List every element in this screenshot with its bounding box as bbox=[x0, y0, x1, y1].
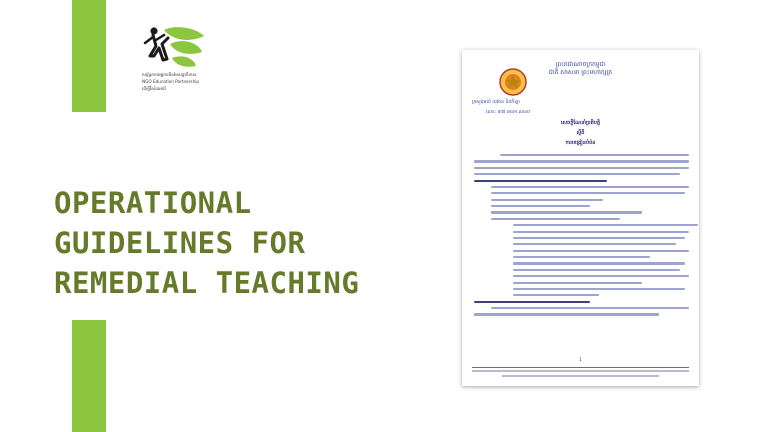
logo-text-khmer: សម្ព័ន្ធភាពអង្គការមិនមែនរដ្ឋាភិបាល bbox=[142, 72, 197, 77]
logo-text-english: NGO Education Partnership bbox=[142, 79, 200, 84]
doc-footer-address bbox=[472, 370, 689, 372]
doc-heading-1: សេចក្តីណែនាំប្រតិបត្តិ bbox=[560, 120, 601, 126]
running-figure-leaf-icon bbox=[142, 26, 204, 70]
doc-motto: ជាតិ សាសនា ព្រះមហាក្សត្រ bbox=[548, 69, 613, 76]
accent-bar-bottom bbox=[72, 320, 106, 432]
doc-kingdom: ព្រះរាជាណាចក្រកម្ពុជា bbox=[555, 61, 606, 68]
doc-heading-3: ការបង្រៀនបំប៉ន bbox=[565, 140, 596, 146]
page-title: OPERATIONAL GUIDELINES FOR REMEDIAL TEACHING bbox=[54, 186, 360, 300]
document-thumbnail bbox=[462, 50, 699, 386]
doc-number: លេខ: ៣៧ អយក.ណនព bbox=[486, 110, 531, 115]
nep-logo bbox=[142, 26, 214, 91]
doc-heading-2: ស្តីពី bbox=[576, 130, 585, 136]
accent-bar-top bbox=[72, 0, 106, 112]
ministry-emblem-icon bbox=[498, 67, 528, 97]
doc-body-text bbox=[474, 154, 689, 320]
doc-ministry: ក្រសួងអប់រំ យុវជន និងកីឡា bbox=[472, 100, 520, 105]
doc-footer-contact bbox=[502, 375, 659, 377]
doc-page-number: 1 bbox=[579, 357, 582, 362]
doc-footer-rule bbox=[472, 367, 689, 368]
logo-text-khmer-2: ដើម្បីវិស័យអប់រំ bbox=[142, 86, 166, 91]
